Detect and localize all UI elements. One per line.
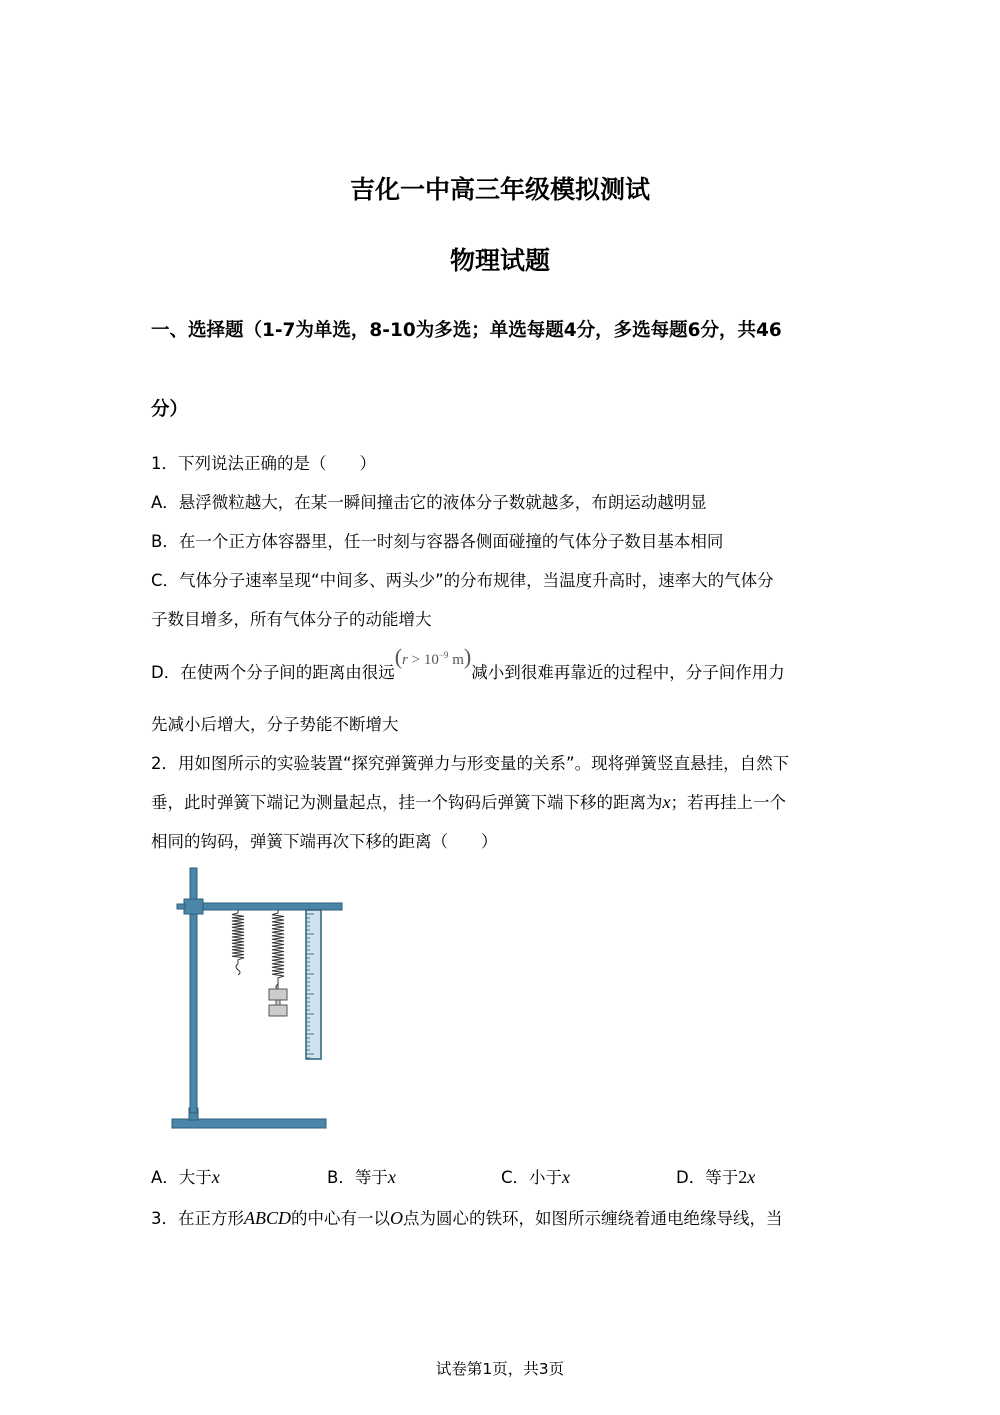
- q2-stem-line3: 相同的钩码，弹簧下端再次下移的距离（ ）: [151, 832, 498, 851]
- q1-option-c-line1: C．气体分子速率呈现“中间多、两头少”的分布规律，当温度升高时，速率大的气体分: [151, 571, 774, 590]
- q2-line2-pre: 垂，此时弹簧下端记为测量起点，挂一个钩码后弹簧下端下移的距离为: [151, 793, 663, 812]
- q1-option-d-pre: D．在使两个分子间的距离由很远: [151, 663, 395, 682]
- q2-option-a-label: A．大于: [151, 1168, 212, 1187]
- formula-open-paren: (: [394, 644, 403, 669]
- q3-mid: 的中心有一以: [291, 1209, 390, 1228]
- q3-var-o: O: [390, 1208, 403, 1228]
- section-heading-line1: 一、选择题（1-7为单选，8-10为多选；单选每题4分，多选每题6分，共46: [151, 320, 782, 341]
- q1-option-d-line1: [151, 644, 785, 684]
- q1-option-d-formula: [394, 644, 472, 669]
- clamp: [184, 899, 203, 914]
- formula-gt: > 10: [407, 652, 439, 668]
- q2-option-a: [151, 1164, 220, 1188]
- q2-option-d-var: x: [747, 1167, 756, 1187]
- section-heading-line2: 分）: [151, 399, 189, 420]
- weight-2: [269, 1005, 287, 1016]
- q3-pre: 3．在正方形: [151, 1209, 244, 1228]
- weight-1: [269, 989, 287, 1000]
- q1-option-a: A．悬浮微粒越大，在某一瞬间撞击它的液体分子数就越多，布朗运动越明显: [151, 493, 707, 512]
- q2-line2-post: ；若再挂上一个: [670, 793, 786, 812]
- clamp-screw: [177, 904, 185, 909]
- stand-arm: [197, 903, 342, 910]
- q2-option-c: [501, 1164, 570, 1188]
- q1-option-d-line2: 先减小后增大，分子势能不断增大: [151, 715, 399, 734]
- q2-option-d-label: D．等于: [676, 1168, 739, 1187]
- q3-stem: [151, 1205, 783, 1229]
- weight-link: [276, 1000, 280, 1005]
- q3-post: 点为圆心的铁环，如图所示缠绕着通电绝缘导线，当: [403, 1209, 783, 1228]
- q3-var-abcd: ABCD: [244, 1208, 291, 1228]
- spring-unloaded: [232, 910, 244, 975]
- q2-option-b-label: B．等于: [327, 1168, 388, 1187]
- q2-option-b-var: x: [387, 1167, 396, 1187]
- formula-unit: m: [448, 652, 464, 668]
- q2-stem-line2: [151, 789, 786, 813]
- q1-option-b: B．在一个正方体容器里，任一时刻与容器各侧面碰撞的气体分子数目基本相同: [151, 532, 724, 551]
- q2-option-d-num: 2: [738, 1167, 748, 1187]
- ruler: [306, 910, 321, 1059]
- q2-option-b: [327, 1164, 396, 1188]
- exam-title: 吉化一中高三年级模拟测试: [349, 175, 650, 204]
- formula-exp: −9: [438, 650, 449, 660]
- formula-close-paren: ): [463, 644, 472, 669]
- q2-option-c-var: x: [562, 1167, 571, 1187]
- q2-option-d: [676, 1164, 755, 1188]
- spring-apparatus-figure: [165, 862, 350, 1134]
- q1-option-d-post: 减小到很难再靠近的过程中，分子间作用力: [471, 663, 785, 682]
- q2-option-c-label: C．小于: [501, 1168, 563, 1187]
- exam-subtitle: 物理试题: [449, 246, 550, 275]
- q2-option-a-var: x: [211, 1167, 220, 1187]
- q2-line2-var: x: [662, 792, 671, 812]
- formula-r: r: [402, 652, 408, 668]
- page-footer: 试卷第1页，共3页: [435, 1360, 565, 1378]
- q1-stem: 1．下列说法正确的是（ ）: [151, 454, 376, 473]
- q2-stem-line1: 2．用如图所示的实验装置“探究弹簧弹力与形变量的关系”。现将弹簧竖直悬挂，自然下: [151, 754, 790, 773]
- q1-option-c-line2: 子数目增多，所有气体分子的动能增大: [151, 610, 432, 629]
